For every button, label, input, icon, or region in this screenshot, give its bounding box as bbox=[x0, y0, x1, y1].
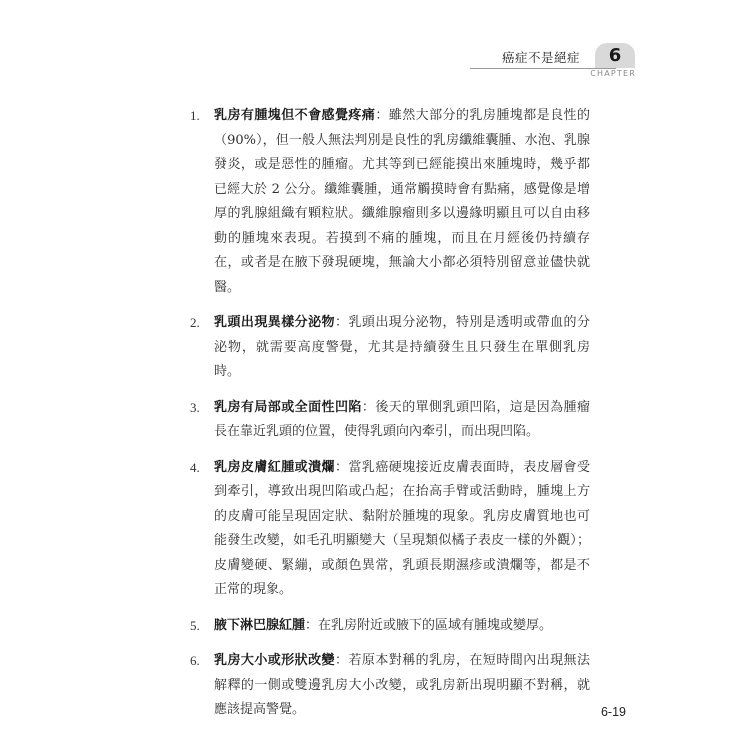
list-item bbox=[190, 311, 590, 385]
item-heading: 乳房大小或形狀改變 bbox=[214, 653, 335, 668]
list-item bbox=[190, 396, 590, 445]
list-item bbox=[190, 649, 590, 723]
header-title: 癌症不是絕症 bbox=[501, 50, 580, 65]
item-heading: 乳房皮膚紅腫或潰爛 bbox=[214, 459, 335, 475]
item-text: ：當乳癌硬塊接近皮膚表面時，表皮層會受到牽引，導致出現凹陷或凸起；在抬高手臂或活動時，腫塊上方的皮膚可能呈現固定狀、黏附於腫塊的現象。乳房皮膚質地也可能發生改變，如毛孔明顯變大（呈現類似橘子表皮一樣的外觀）；皮膚變硬、緊繃，或顏色異常，乳頭長期濕疹或潰爛等，都是不正常的現象。 bbox=[214, 459, 590, 597]
item-heading: 乳房有局部或全面性凹陷 bbox=[214, 399, 362, 415]
item-number: 3. bbox=[190, 399, 200, 415]
item-text: ：若原本對稱的乳房，在短時間內出現無法解釋的一側或雙邊乳房大小改變，或乳房新出現明顯不對稱，就應該提高警覺。 bbox=[214, 653, 590, 717]
item-heading: 腋下淋巴腺紅腫 bbox=[214, 617, 306, 633]
item-text: ：在乳房附近或腋下的區域有腫塊或變厚。 bbox=[305, 617, 553, 633]
item-number: 6. bbox=[190, 653, 200, 668]
item-text: ：後天的單側乳頭凹陷，這是因為腫瘤長在靠近乳頭的位置，使得乳頭向內牽引，而出現凹陷。 bbox=[214, 399, 590, 439]
symptom-list bbox=[190, 104, 590, 734]
item-number: 4. bbox=[190, 459, 200, 475]
chapter-tab bbox=[595, 43, 635, 68]
chapter-label: CHAPTER bbox=[590, 69, 636, 78]
page-number: 6-19 bbox=[600, 705, 626, 719]
item-text: ：乳頭出現分泌物，特別是透明或帶血的分泌物，就需要高度警覺，尤其是持續發生且只發生在單側乳房時。 bbox=[214, 315, 590, 379]
item-heading: 乳頭出現異樣分泌物 bbox=[214, 315, 335, 330]
running-header bbox=[470, 43, 660, 83]
list-item bbox=[190, 614, 590, 639]
list-item bbox=[190, 104, 590, 300]
item-text: ：雖然大部分的乳房腫塊都是良性的（90%），但一般人無法判別是良性的乳房纖維囊腫、水泡、乳腺發炎，或是惡性的腫瘤。尤其等到已經能摸出來腫塊時，幾乎都已經大於 2 公分。纖維囊腫，通常觸摸時會有點痛，感覺像是增厚的乳腺組織有顆粒狀。纖維腺瘤則多以邊緣明顯且可以自由移動的腫塊來表現。若摸到不痛的腫塊，而且在月經後仍持續存在，或者是在腋下發現硬塊，無論大小都必須特別留意並儘快就醫。 bbox=[214, 108, 590, 295]
item-number: 2. bbox=[190, 315, 200, 330]
item-number: 5. bbox=[190, 617, 200, 633]
item-heading: 乳房有腫塊但不會感覺疼痛 bbox=[214, 108, 376, 123]
chapter-number: 6 bbox=[608, 45, 622, 66]
list-item bbox=[190, 456, 590, 603]
item-number: 1. bbox=[190, 108, 200, 123]
